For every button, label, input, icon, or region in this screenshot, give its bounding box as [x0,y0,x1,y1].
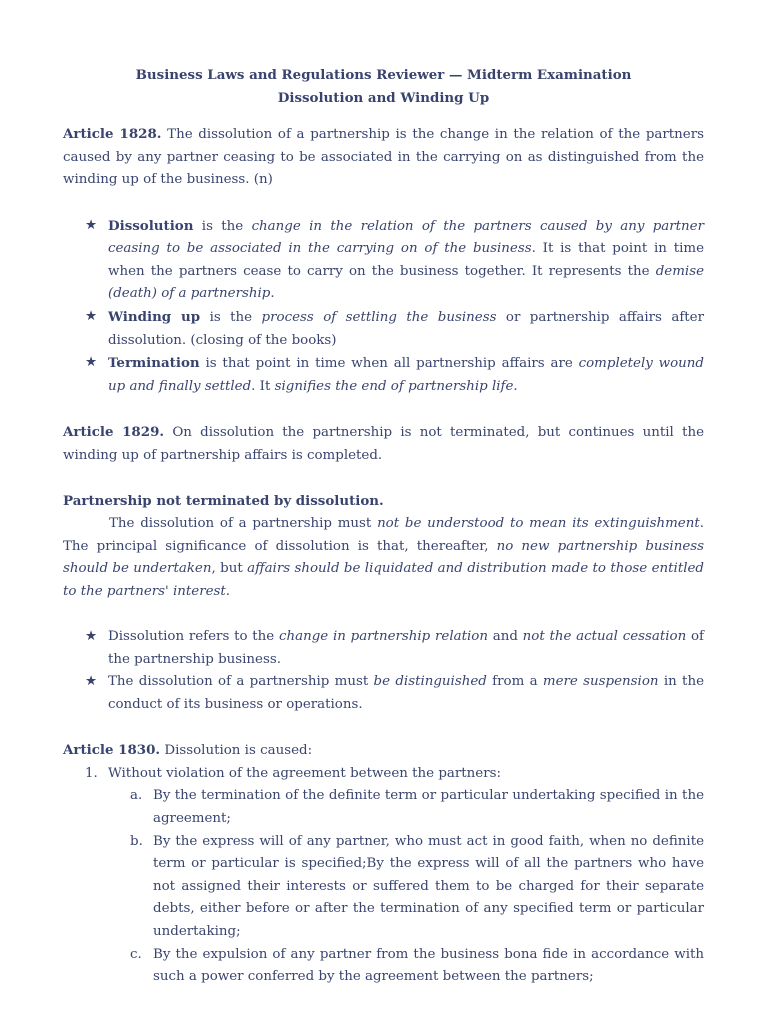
paragraph-emphasis: not be understood to mean its extinguishment [377,516,700,532]
article-label: Article 1830. [63,742,161,759]
bullet-emphasis: demise (death) of a partnership [108,263,704,302]
bullet-term: Termination [108,355,200,372]
bullet-text: . It is that point in time when the partners cease to carry on the business together. It represents the [108,241,704,279]
paragraph-text: . [225,584,231,600]
bullet-emphasis: completely wound up and finally settled [108,356,704,394]
item-text: By the termination of the definite term or particular undertaking specified in the agreement; [153,788,704,826]
bullet-change-relation [85,626,704,671]
paragraph-text: . The principal significance of dissolution is that, thereafter, [63,516,704,554]
item-text: Without violation of the agreement between the partners: [108,765,501,781]
bullet-text: Dissolution refers to the [108,629,279,645]
section-heading-text: Partnership not terminated by dissolution. [63,492,384,509]
bullet-emphasis: mere suspension [542,674,659,690]
section-heading [63,490,704,514]
article-1828-paragraph [63,123,704,192]
dissolution-bullets [63,626,704,716]
article-text: On dissolution the partnership is not terminated, but continues until the winding up of partnership affairs is completed. [63,424,705,463]
bullet-text: The dissolution of a partnership must [108,674,374,690]
paragraph-emphasis: affairs should be liquidated and distribution made to those entitled to the partners' interest [63,561,704,600]
bullet-term: Dissolution [108,217,194,234]
item-letter: b. [130,833,143,849]
bullet-emphasis: be distinguished [373,674,487,690]
bullet-emphasis: signifies the end of partnership life. [274,378,518,394]
bullet-text: . [270,286,275,302]
bullet-text: and [487,629,523,645]
bullet-text: or partnership affairs after dissolution. (closing of the books) [108,309,704,348]
item-letter: c. [130,946,142,962]
document-title: Business Laws and Regulations Reviewer — Midterm Examination [135,67,632,83]
item-letter: a. [130,788,143,804]
lettered-item-b [130,831,704,944]
bullet-text: is that point in time when all partnership affairs are [199,356,579,372]
bullet-term: Winding up [108,308,201,325]
bullet-emphasis: process of settling the business [261,309,497,325]
paragraph-text: , but [211,561,248,577]
bullet-text: from a [486,674,543,690]
lettered-list [63,785,704,988]
numbered-item-1 [63,763,704,786]
star-bullet-icon: ★ [85,355,98,371]
bullet-text: in the conduct of its business or operations. [108,674,704,713]
bullet-distinguished [85,671,704,716]
star-bullet-icon: ★ [85,217,98,233]
star-bullet-icon: ★ [85,674,98,690]
bullet-text: is the [200,309,262,325]
not-terminated-paragraph [63,513,704,603]
article-1828-bullets [63,215,704,399]
bullet-text: of the partnership business. [108,629,704,667]
bullet-termination [85,352,704,398]
paragraph-emphasis: no new partnership business should be undertaken [63,538,705,577]
lettered-item-c [130,944,704,989]
item-number: 1. [85,765,98,781]
article-label: Article 1829. [63,423,165,440]
lettered-item-a [130,785,704,830]
bullet-emphasis: change in partnership relation [278,629,488,645]
article-1829-paragraph [63,421,704,467]
title-block [63,64,704,109]
bullet-emphasis: not the actual cessation [522,629,687,645]
bullet-dissolution [85,215,705,306]
star-bullet-icon: ★ [85,308,98,324]
bullet-emphasis: change in the relation of the partners caused by any partner ceasing to be associated in the carrying on of the business [108,218,705,257]
item-text: By the expulsion of any partner from the business bona fide in accordance with such a power conferred by the agreement between the partners; [153,946,704,985]
document-subtitle: Dissolution and Winding Up [277,89,490,106]
bullet-text: is the [193,218,252,234]
article-1830-paragraph [63,739,704,763]
bullet-winding-up [85,306,704,352]
paragraph-text: The dissolution of a partnership must [109,516,378,532]
article-text: Dissolution is caused: [164,743,313,759]
star-bullet-icon: ★ [85,629,98,645]
item-text: By the express will of any partner, who must act in good faith, when no definite term or particular is specified;By the express will of all the partners who have not assigned their interests or suffered them to be charged for their separate debts, either before or after the termination of any specified term or particular undertaking; [153,833,704,939]
article-text: The dissolution of a partnership is the change in the relation of the partners caused by any partner ceasing to be associated in the carrying on as distinguished from the winding up of the business. (n) [63,127,704,188]
article-label: Article 1828. [63,126,162,143]
bullet-text: . It [251,378,275,394]
